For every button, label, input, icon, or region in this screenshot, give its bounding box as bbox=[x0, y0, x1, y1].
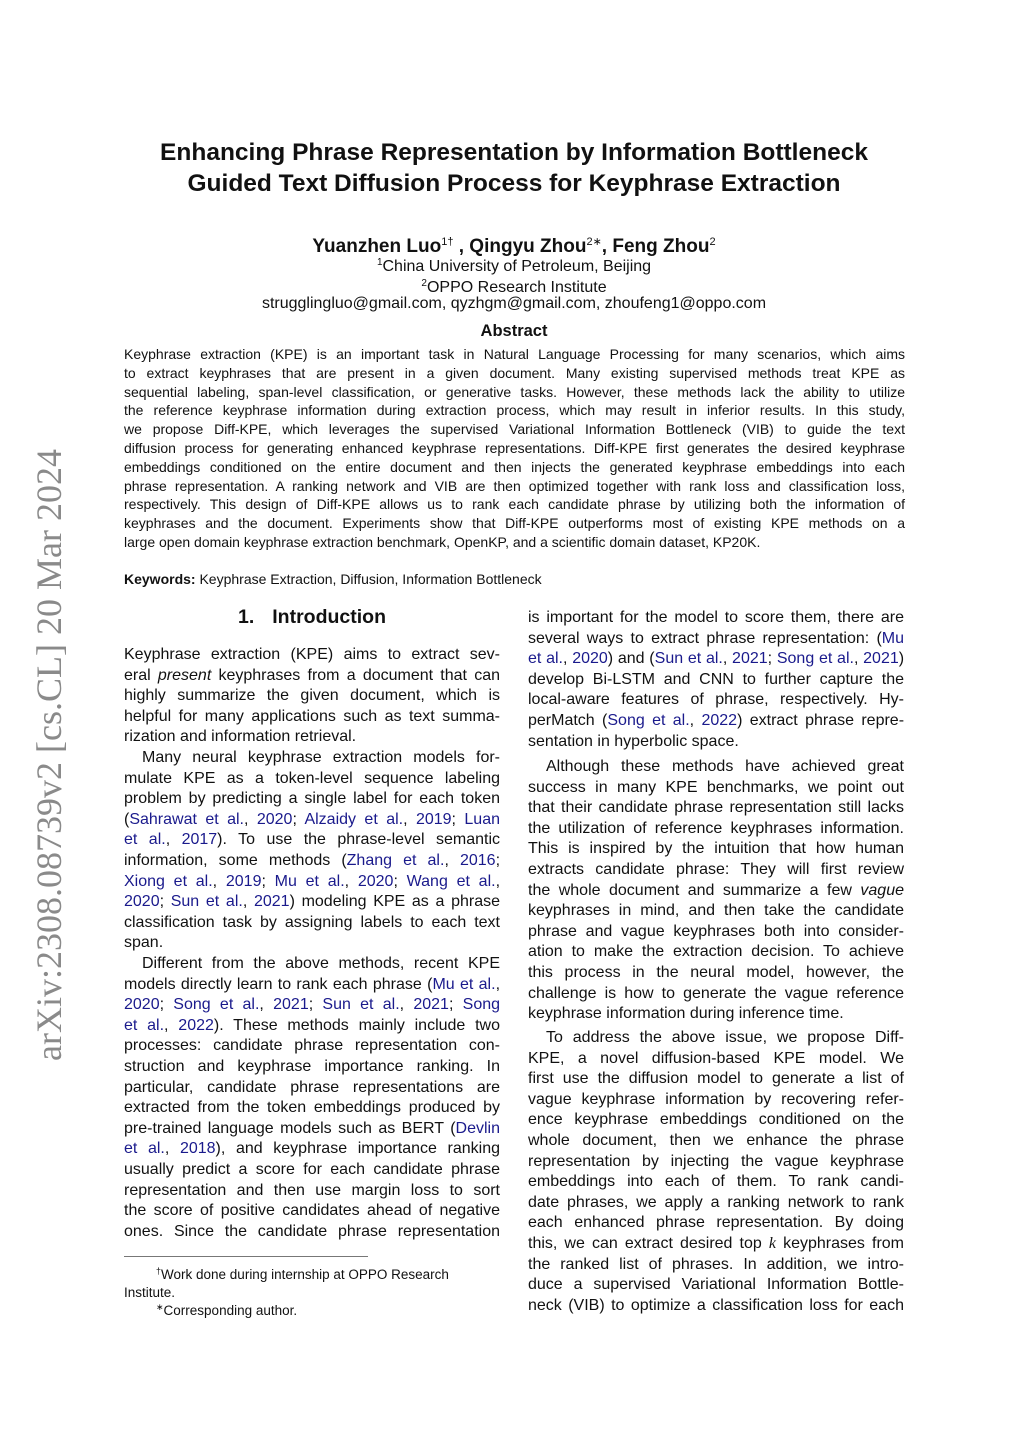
text-run: eral bbox=[124, 666, 158, 684]
text-line: classification task by assigning labels to each text bbox=[124, 913, 500, 931]
section-number: 1. bbox=[238, 606, 255, 628]
abstract-heading: Abstract bbox=[480, 322, 548, 340]
text-run: ; bbox=[159, 893, 171, 911]
paper-title bbox=[100, 137, 928, 199]
text-line: struction and keyphrase importance ranking. In bbox=[124, 1057, 500, 1075]
text-line bbox=[528, 711, 904, 732]
text-line: This is inspired by the intuition that how human bbox=[528, 840, 904, 858]
text-run: this, we can extract desired top bbox=[528, 1234, 769, 1252]
text-line: representation and then use margin loss to sort bbox=[124, 1181, 500, 1199]
text-line bbox=[124, 975, 500, 996]
text-line: extracted from the token embeddings produced by bbox=[124, 1099, 500, 1117]
text-line: local-aware features of phrase, respectively. Hy- bbox=[528, 691, 904, 709]
text-line bbox=[124, 1119, 500, 1140]
section-heading bbox=[124, 605, 500, 629]
text-run: , bbox=[495, 975, 501, 993]
text-run: , bbox=[399, 996, 414, 1014]
citation-link[interactable]: Devlin bbox=[455, 1119, 500, 1137]
text-line: phrase and vague keyphrases both into consider- bbox=[528, 922, 904, 940]
author-separator: , bbox=[453, 236, 470, 257]
text-line: ence keyphrase embeddings conditioned on the bbox=[528, 1111, 904, 1129]
text-line: each enhanced phrase representation. By doing bbox=[528, 1214, 904, 1232]
text-run: ) extract phrase repre- bbox=[737, 711, 905, 729]
text-run: ; bbox=[159, 996, 174, 1014]
text-run: perMatch ( bbox=[528, 711, 608, 729]
text-line: success in many KPE benchmarks, we point out bbox=[528, 778, 904, 796]
text-run: ; bbox=[451, 810, 465, 828]
text-run: several ways to extract phrase representation: ( bbox=[528, 629, 882, 647]
abstract-body bbox=[124, 345, 905, 552]
text-run: , bbox=[259, 996, 274, 1014]
citation-link[interactable]: Song et al. bbox=[607, 711, 690, 729]
citation-link[interactable]: Song et al. bbox=[173, 996, 260, 1014]
text-run: ; bbox=[767, 650, 777, 668]
text-run: , bbox=[444, 851, 460, 869]
text-run: , bbox=[244, 810, 257, 828]
text-line: is important for the model to score them, there are bbox=[528, 609, 904, 626]
text-line: Keyphrase extraction (KPE) aims to extract sev- bbox=[124, 646, 500, 663]
text-run: , bbox=[689, 711, 702, 729]
text-line: rization and information retrieval. bbox=[124, 728, 357, 746]
footnote-divider bbox=[124, 1256, 368, 1257]
text-line: embeddings into each of them. To rank candi- bbox=[528, 1173, 904, 1191]
left-column-paragraph-1 bbox=[124, 645, 500, 748]
left-column-paragraph-3 bbox=[124, 954, 500, 1242]
citation-link[interactable]: Mu et al. bbox=[432, 975, 496, 993]
citation-link[interactable]: et al. bbox=[124, 1016, 165, 1034]
keywords-label: Keywords: bbox=[124, 571, 196, 587]
citation-link[interactable]: 2021 bbox=[273, 996, 309, 1014]
arxiv-identifier: arXiv:2308.08739v2 [cs.CL] 20 Mar 2024 bbox=[29, 449, 69, 1061]
citation-link[interactable]: Mu et al. bbox=[274, 872, 345, 890]
arxiv-stamp bbox=[24, 450, 74, 1060]
footnote-2 bbox=[124, 1298, 500, 1320]
citation-link[interactable]: 2021 bbox=[863, 650, 899, 668]
citation-link[interactable]: 2020 bbox=[357, 872, 394, 890]
text-line: duce a supervised Variational Information Bottle- bbox=[528, 1276, 904, 1294]
text-line: usually predict a score for each candidate phrase bbox=[124, 1160, 500, 1178]
abstract-line: diffusion process for generating enhanced keyphrase representations. Diff-KPE first generates the desired keyphrase bbox=[124, 439, 905, 456]
abstract-line: respectively. This design of Diff-KPE allows us to rank each candidate phrase by utilizing both the information of bbox=[124, 496, 905, 513]
text-line: that their candidate phrase representation still lacks bbox=[528, 799, 904, 817]
text-run: information, some methods ( bbox=[124, 851, 347, 869]
text-run: ) modeling KPE as a phrase bbox=[289, 893, 501, 911]
text-run: ; bbox=[261, 872, 275, 890]
text-run: , bbox=[242, 893, 254, 911]
text-line: mulate KPE as a token-level sequence labeling bbox=[124, 769, 500, 787]
text-line: Different from the above methods, recent KPE bbox=[142, 955, 500, 972]
abstract-line: embeddings conditioned on the entire document and then injects the generated keyphrase embeddings into each bbox=[124, 458, 905, 475]
title-line: Enhancing Phrase Representation by Information Bottleneck bbox=[160, 139, 868, 166]
text-run: ) and ( bbox=[607, 650, 655, 668]
text-line bbox=[124, 995, 500, 1016]
keywords bbox=[124, 570, 542, 588]
footnote-1 bbox=[124, 1262, 500, 1302]
abstract-line: we propose Diff-KPE, which leverages the supervised Variational Information Bottleneck (VIB) to guide the text bbox=[124, 421, 905, 438]
text-run: ; bbox=[292, 810, 305, 828]
citation-link[interactable]: Zhang et al. bbox=[346, 851, 445, 869]
title-line: Guided Text Diffusion Process for Keyphrase Extraction bbox=[187, 170, 841, 197]
text-run: keyphrases from a document that can bbox=[211, 666, 500, 684]
citation-link[interactable]: Sahrawat et al. bbox=[129, 810, 244, 828]
text-run: ( bbox=[124, 810, 130, 828]
citation-link[interactable]: 2022 bbox=[178, 1016, 214, 1034]
text-run: keyphrases from bbox=[776, 1234, 905, 1252]
abstract-line: large open domain keyphrase extraction benchmark, OpenKP, and a scientific domain dataset, KP20K. bbox=[124, 533, 761, 550]
text-line: helpful for many applications such as text summa- bbox=[124, 707, 500, 725]
text-line: develop Bi-LSTM and CNN to further capture the bbox=[528, 670, 904, 688]
text-line bbox=[528, 881, 904, 902]
citation-link[interactable]: Sun et al. bbox=[322, 996, 400, 1014]
text-run: , bbox=[212, 872, 226, 890]
text-run: , bbox=[164, 1140, 180, 1158]
text-line bbox=[124, 851, 500, 872]
author-mark: 1† bbox=[441, 236, 454, 248]
abstract-line: the reference keyphrase information during extraction process, which may result in inferior results. In this study, bbox=[124, 402, 905, 419]
footnote-text: Institute. bbox=[124, 1285, 176, 1300]
citation-link[interactable]: Alzaidy et al. bbox=[304, 810, 404, 828]
abstract-line: sequential labeling, span-level classification, or generative tasks. However, these methods lack the ability to utilize bbox=[124, 383, 905, 400]
citation-link[interactable]: 2021 bbox=[732, 650, 768, 668]
text-line bbox=[528, 629, 904, 650]
text-run: pre-trained language models such as BERT ( bbox=[124, 1119, 456, 1137]
author-name: Feng Zhou bbox=[612, 236, 710, 257]
citation-link[interactable]: Sun et al. bbox=[654, 650, 723, 668]
text-run: , bbox=[164, 1016, 179, 1034]
author-mark: 2∗ bbox=[586, 236, 602, 248]
citation-link[interactable]: Mu bbox=[881, 629, 904, 647]
abstract-line: to extract keyphrases that are present in a given document. Many existing supervised methods treat KPE as bbox=[124, 364, 905, 381]
author-name: Qingyu Zhou bbox=[469, 236, 587, 257]
text-line: first use the diffusion model to generate a list of bbox=[528, 1070, 904, 1088]
citation-link[interactable]: et al. bbox=[124, 831, 166, 849]
text-run: the whole document and summarize a few bbox=[528, 881, 861, 899]
text-line: KPE, a novel diffusion-based KPE model. We bbox=[528, 1049, 904, 1067]
abstract-line: phrase representation. A ranking network and VIB are then optimized together with rank loss and classification loss, bbox=[124, 477, 905, 494]
text-line bbox=[124, 830, 500, 851]
citation-link[interactable]: 2019 bbox=[225, 872, 262, 890]
text-line bbox=[528, 649, 904, 670]
text-line: processes: candidate phrase representation con- bbox=[124, 1037, 500, 1055]
text-line: challenge is how to generate the vague reference bbox=[528, 984, 904, 1002]
text-line: vague keyphrase information by recovering refer- bbox=[528, 1090, 904, 1108]
citation-link[interactable]: 2021 bbox=[413, 996, 449, 1014]
citation-link[interactable]: 2017 bbox=[181, 831, 218, 849]
citation-link[interactable]: 2022 bbox=[701, 711, 738, 729]
affiliation-mark: 1 bbox=[376, 257, 383, 268]
left-column-paragraph-2 bbox=[124, 748, 500, 954]
text-run: models directly learn to rank each phrase ( bbox=[124, 975, 433, 993]
text-line: span. bbox=[124, 934, 164, 952]
text-line: Although these methods have achieved great bbox=[546, 758, 904, 775]
text-line: whole document, then we enhance the phrase bbox=[528, 1131, 904, 1149]
keywords-text: Keyphrase Extraction, Diffusion, Information Bottleneck bbox=[199, 571, 542, 587]
text-run: , bbox=[403, 810, 416, 828]
text-run: , bbox=[495, 872, 501, 890]
text-line: ones. Since the candidate phrase representation bbox=[124, 1222, 500, 1240]
text-line bbox=[528, 1234, 904, 1255]
right-column-paragraph-2 bbox=[528, 757, 904, 1025]
footnote-mark: ∗ bbox=[156, 1302, 164, 1312]
affiliation-mark: 2 bbox=[421, 278, 427, 289]
math-variable: k bbox=[768, 1234, 776, 1252]
text-line: problem by predicting a single label for each token bbox=[124, 790, 500, 808]
text-line: date phrases, we apply a ranking network to rank bbox=[528, 1193, 904, 1211]
text-line: highly summarize the given document, which is bbox=[124, 687, 500, 705]
text-line bbox=[124, 1139, 500, 1160]
text-line: neck (VIB) to optimize a classification loss for each bbox=[528, 1296, 904, 1314]
text-run: , bbox=[344, 872, 358, 890]
text-run: ). To use the phrase-level semantic bbox=[217, 831, 500, 849]
text-run: , bbox=[853, 650, 864, 668]
text-line: particular, candidate phrase representations are bbox=[124, 1078, 500, 1096]
citation-link[interactable]: 2020 bbox=[256, 810, 293, 828]
text-line: sentation in hyperbolic space. bbox=[528, 732, 739, 750]
abstract-line: Keyphrase extraction (KPE) is an important task in Natural Language Processing for many scenarios, which aims bbox=[124, 346, 905, 362]
text-run: ; bbox=[393, 872, 407, 890]
text-line: the score of positive candidates ahead of negative bbox=[124, 1202, 500, 1220]
author-emails: strugglingluo@gmail.com, qyzhgm@gmail.com, zhoufeng1@oppo.com bbox=[261, 295, 767, 312]
author-mark: 2 bbox=[709, 236, 716, 248]
text-line: To address the above issue, we propose Diff- bbox=[546, 1029, 904, 1046]
author-separator: , bbox=[601, 236, 613, 257]
text-run: , bbox=[165, 831, 182, 849]
text-line: keyphrase information during inference time. bbox=[528, 1005, 844, 1023]
citation-link[interactable]: 2020 bbox=[124, 893, 160, 911]
citation-link[interactable]: 2016 bbox=[459, 851, 496, 869]
footnote-text: Work done during internship at OPPO Research bbox=[161, 1267, 449, 1282]
emphasis: vague bbox=[860, 881, 904, 899]
text-line bbox=[124, 1016, 500, 1037]
abstract-line: keyphrases and the document. Experiments show that Diff-KPE outperforms most of existing KPE methods on a bbox=[124, 515, 905, 532]
citation-link[interactable]: Song et al. bbox=[776, 650, 854, 668]
citation-link[interactable]: et al. bbox=[124, 1140, 165, 1158]
text-run: ). These methods mainly include two bbox=[213, 1016, 501, 1034]
text-line: keyphrases in mind, and then take the candidate bbox=[528, 902, 904, 920]
text-line: Many neural keyphrase extraction models for- bbox=[142, 749, 500, 766]
citation-link[interactable]: Xiong et al. bbox=[124, 872, 213, 890]
citation-link[interactable]: Sun et al. bbox=[170, 893, 243, 911]
right-column-paragraph-1 bbox=[528, 608, 904, 752]
citation-link[interactable]: Wang et al. bbox=[406, 872, 496, 890]
text-line: the utilization of reference keyphrases information. bbox=[528, 819, 904, 837]
text-line: representation by injecting the vague keyphrase bbox=[528, 1152, 904, 1170]
footnote-text: Corresponding author. bbox=[163, 1303, 298, 1318]
footnote-mark: † bbox=[156, 1266, 162, 1276]
citation-link[interactable]: et al. bbox=[528, 650, 563, 668]
text-run: ; bbox=[448, 996, 463, 1014]
author-name: Yuanzhen Luo bbox=[312, 236, 442, 257]
text-run: , bbox=[722, 650, 733, 668]
affiliation-text: China University of Petroleum, Beijing bbox=[382, 258, 652, 275]
text-run: ; bbox=[495, 851, 501, 869]
text-line bbox=[124, 810, 500, 831]
text-line bbox=[124, 666, 500, 687]
citation-link[interactable]: 2020 bbox=[572, 650, 608, 668]
citation-link[interactable]: 2018 bbox=[179, 1140, 216, 1158]
citation-link[interactable]: Luan bbox=[464, 810, 500, 828]
citation-link[interactable]: 2021 bbox=[253, 893, 290, 911]
text-line bbox=[124, 892, 500, 913]
affiliation-text: OPPO Research Institute bbox=[426, 279, 607, 296]
emphasis: present bbox=[157, 666, 212, 684]
citation-link[interactable]: 2019 bbox=[415, 810, 452, 828]
text-run: , bbox=[563, 650, 573, 668]
text-line: the ranked list of phrases. In addition, we intro- bbox=[528, 1255, 904, 1273]
text-run: ; bbox=[308, 996, 323, 1014]
text-run: ) bbox=[898, 650, 905, 668]
citation-link[interactable]: 2020 bbox=[124, 996, 160, 1014]
citation-link[interactable]: Song bbox=[462, 996, 501, 1014]
right-column-paragraph-3 bbox=[528, 1028, 904, 1316]
text-run: ), and keyphrase importance ranking bbox=[215, 1140, 500, 1158]
text-line: ation to make the extraction decision. To achieve bbox=[528, 943, 904, 961]
section-title: Introduction bbox=[272, 606, 386, 628]
text-line: this process in the neural model, however, the bbox=[528, 963, 904, 981]
text-line bbox=[124, 872, 500, 893]
text-line: extracts candidate phrase: They will first review bbox=[528, 860, 904, 878]
